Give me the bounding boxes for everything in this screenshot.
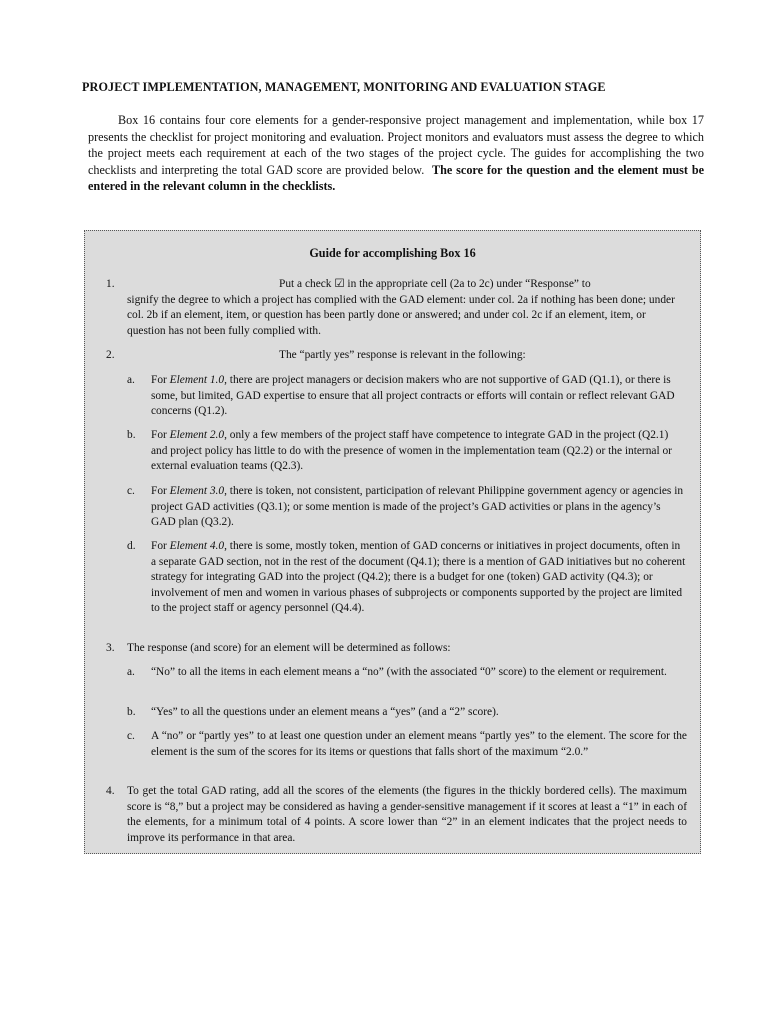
- sub-text: [151, 484, 687, 531]
- item-1-rest: signify the degree to which a project has complied with the GAD element: under col. 2a if nothing has been done; under col. 2b if an element, item, or question has been partly done or answered; and under col. 2c if an element, item, or question has not been fully complied with.: [127, 293, 675, 337]
- sub-text: “Yes” to all the questions under an element means a “yes” (and a “2” score).: [151, 706, 499, 718]
- element-label: Element 2.0: [169, 429, 225, 441]
- sub-body: , there is some, mostly token, mention of GAD concerns or initiatives in project documents, often in a separate GAD section, not in the rest of the document (Q4.1); there is a mention of GAD initiatives but no coherent strategy for integrating GAD into the project (Q4.2); there is a budget for one (token) GAD activity (Q4.3); or involvement of men and women in various phases of subprojects or components supported by the project are limited to the project staff or agency personnel (Q4.4).: [151, 540, 686, 615]
- item-4-text: To get the total GAD rating, add all the scores of the elements (the figures in the thickly bordered cells). The maximum score is “8,” but a project may be considered as having a gender-sensitive management if it scores at least a “1” in each of the elements, for a minimum total of 4 points. A score lower than “2” in an element indicates that the project needs to improve its performance in that area.: [127, 785, 687, 844]
- sub-text: [151, 428, 687, 475]
- guide-item-1: [85, 277, 702, 341]
- guide-box: [84, 230, 701, 854]
- guide-title: Guide for accomplishing Box 16: [309, 246, 476, 260]
- item-1-first-line: Put a check ☑ in the appropriate cell (2a to 2c) under “Response” to: [279, 278, 591, 290]
- item-3-text: The response (and score) for an element will be determined as follows:: [127, 642, 451, 654]
- sub-prefix: For: [151, 429, 170, 441]
- guide-item-3: [85, 641, 702, 657]
- element-label: Element 3.0: [169, 485, 225, 497]
- item-number: 3.: [106, 642, 115, 654]
- sub-letter: a.: [127, 666, 135, 678]
- item-number: 1.: [106, 278, 115, 290]
- intro-text: Box 16 contains four core elements for a gender-responsive project management and implementation, while box 17 presents the checklist for project monitoring and evaluation. Project monitors and evaluators must assess the degree to which the project meets each requirement at each of the two stages of the project cycle. The guides for accomplishing the two checklists and interpreting the total GAD score are provided below.: [88, 113, 704, 177]
- sub-letter: b.: [127, 429, 136, 441]
- sub-letter: c.: [127, 485, 135, 497]
- guide-item-4: [85, 784, 702, 848]
- sub-letter: a.: [127, 374, 135, 386]
- sub-prefix: For: [151, 485, 170, 497]
- sub-text: A “no” or “partly yes” to at least one question under an element means “partly yes” to the element. The score for the element is the sum of the scores for its items or questions that falls short of the maximum “2.0.”: [151, 730, 687, 758]
- sub-letter: b.: [127, 706, 136, 718]
- item-number: 2.: [106, 349, 115, 361]
- sub-text: [151, 539, 687, 617]
- sub-prefix: For: [151, 540, 170, 552]
- sub-letter: d.: [127, 540, 136, 552]
- element-label: Element 1.0: [169, 374, 225, 386]
- element-label: Element 4.0: [169, 540, 225, 552]
- sub-text: [151, 373, 687, 420]
- intro-paragraph: [88, 112, 704, 195]
- sub-letter: c.: [127, 730, 135, 742]
- sub-prefix: For: [151, 374, 170, 386]
- section-heading: PROJECT IMPLEMENTATION, MANAGEMENT, MONITORING AND EVALUATION STAGE: [82, 80, 606, 94]
- sub-body: , there are project managers or decision makers who are not supportive of GAD (Q1.1), or there is some, but limited, GAD expertise to ensure that all project contracts or efforts will contain or reflect relevant GAD concerns (Q1.2).: [151, 374, 675, 418]
- sub-body: , there is token, not consistent, participation of relevant Philippine government agency or agencies in project GAD activities (Q3.1); or some mention is made of the project’s GAD activities or plans in the agency’s GAD plan (Q3.2).: [151, 485, 684, 529]
- sub-body: , only a few members of the project staff have competence to integrate GAD in the project (Q2.1) and project policy has little to do with the presence of women in the implementation team (Q2.2) or the internal or external evaluation teams (Q2.3).: [151, 429, 672, 473]
- item-number: 4.: [106, 785, 115, 797]
- guide-item-2: [85, 348, 702, 364]
- intro-bold-text: The score for the question and the element must be entered in the relevant column in the checklists.: [88, 162, 705, 194]
- sub-text: “No” to all the items in each element means a “no” (with the associated “0” score) to the element or requirement.: [151, 666, 667, 678]
- item-2-text: The “partly yes” response is relevant in the following:: [279, 349, 526, 361]
